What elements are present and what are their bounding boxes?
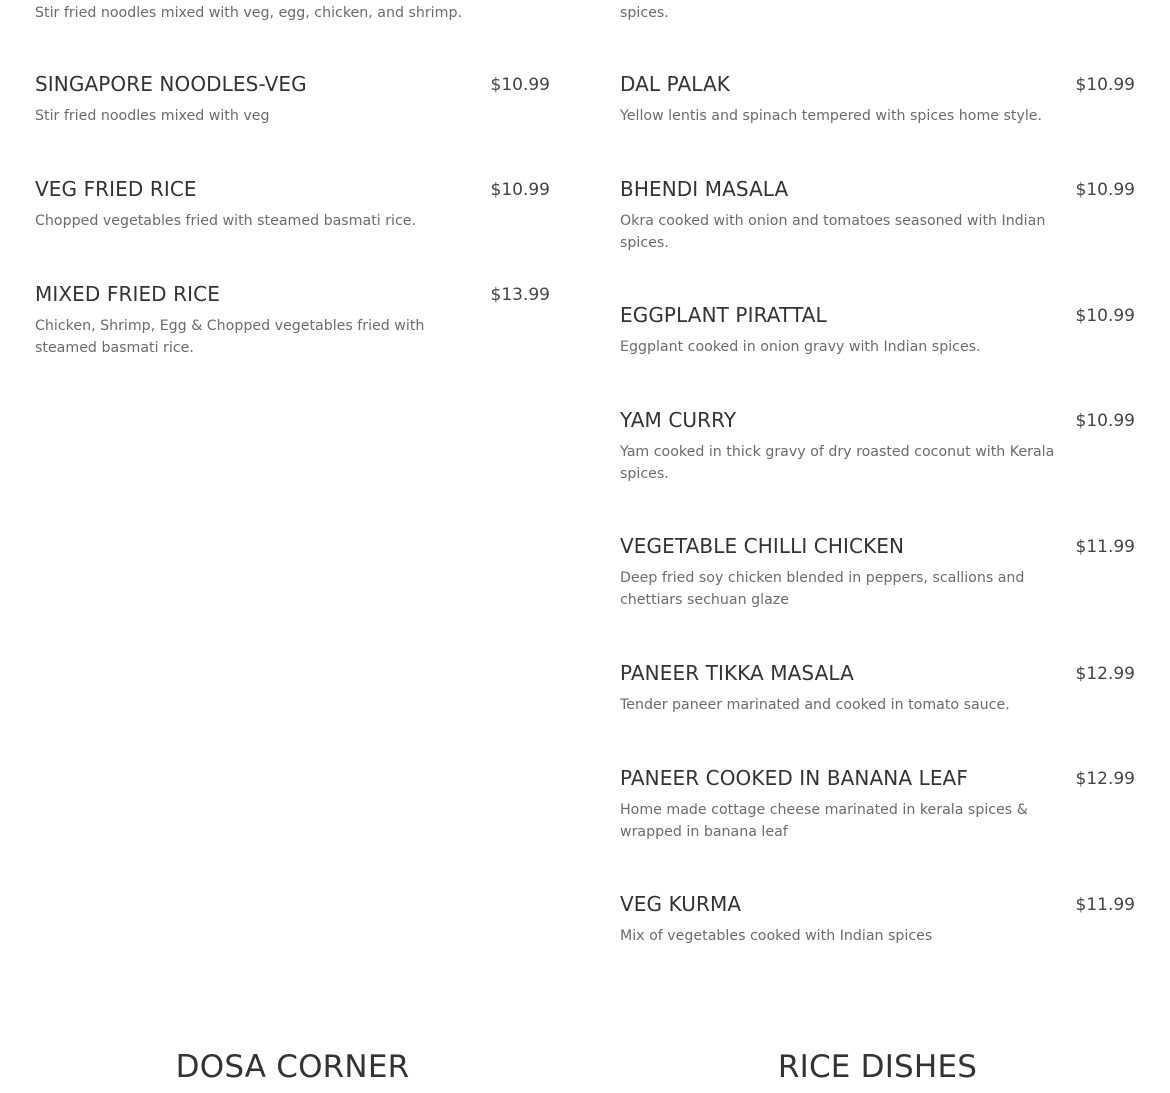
item-description: Deep fried soy chicken blended in peppers, scallions and chettiars sechuan glaze [620, 570, 1025, 608]
item-price: $10.99 [490, 75, 550, 95]
item-price: $10.99 [1075, 180, 1135, 200]
item-description: Home made cottage cheese marinated in kerala spices & wrapped in banana leaf [620, 802, 1028, 840]
item-description: Chicken, Shrimp, Egg & Chopped vegetables fried with steamed basmati rice. [35, 318, 425, 356]
item-name: VEGETABLE CHILLI CHICKEN [620, 534, 905, 558]
item-price: $11.99 [1075, 895, 1135, 915]
item-description: Chopped vegetables fried with steamed basmati rice. [35, 213, 417, 229]
item-price: $11.99 [1075, 537, 1135, 557]
item-name: DAL PALAK [620, 72, 730, 96]
item-name: EGGPLANT PIRATTAL [620, 303, 827, 327]
item-name: PANEER COOKED IN BANANA LEAF [620, 766, 968, 790]
item-description: Stir fried noodles mixed with veg [35, 108, 270, 124]
item-description: Tender paneer marinated and cooked in tomato sauce. [620, 697, 1010, 713]
item-name: YAM CURRY [620, 408, 737, 432]
item-price: $10.99 [1075, 411, 1135, 431]
item-description: Stir fried noodles mixed with veg, egg, chicken, and shrimp. [35, 5, 462, 21]
item-description: Yam cooked in thick gravy of dry roasted coconut with Kerala spices. [620, 444, 1055, 482]
item-name: VEG KURMA [620, 892, 742, 916]
item-name: SINGAPORE NOODLES-VEG [35, 72, 307, 96]
item-price: $10.99 [490, 180, 550, 200]
item-price: $12.99 [1075, 769, 1135, 789]
item-price: $13.99 [490, 285, 550, 305]
item-name: BHENDI MASALA [620, 177, 789, 201]
item-name: MIXED FRIED RICE [35, 282, 220, 306]
item-price: $10.99 [1075, 306, 1135, 326]
item-description: spices. [620, 5, 669, 21]
item-name: VEG FRIED RICE [35, 177, 197, 201]
item-name: PANEER TIKKA MASALA [620, 661, 854, 685]
item-price: $12.99 [1075, 664, 1135, 684]
item-price: $10.99 [1075, 75, 1135, 95]
item-description: Mix of vegetables cooked with Indian spices [620, 928, 933, 944]
item-description: Okra cooked with onion and tomatoes seasoned with Indian spices. [620, 213, 1046, 251]
item-description: Yellow lentis and spinach tempered with spices home style. [620, 108, 1043, 124]
section-heading-rice-dishes: RICE DISHES [777, 1049, 978, 1085]
section-heading-dosa-corner: DOSA CORNER [175, 1049, 410, 1085]
item-description: Eggplant cooked in onion gravy with Indian spices. [620, 339, 981, 355]
